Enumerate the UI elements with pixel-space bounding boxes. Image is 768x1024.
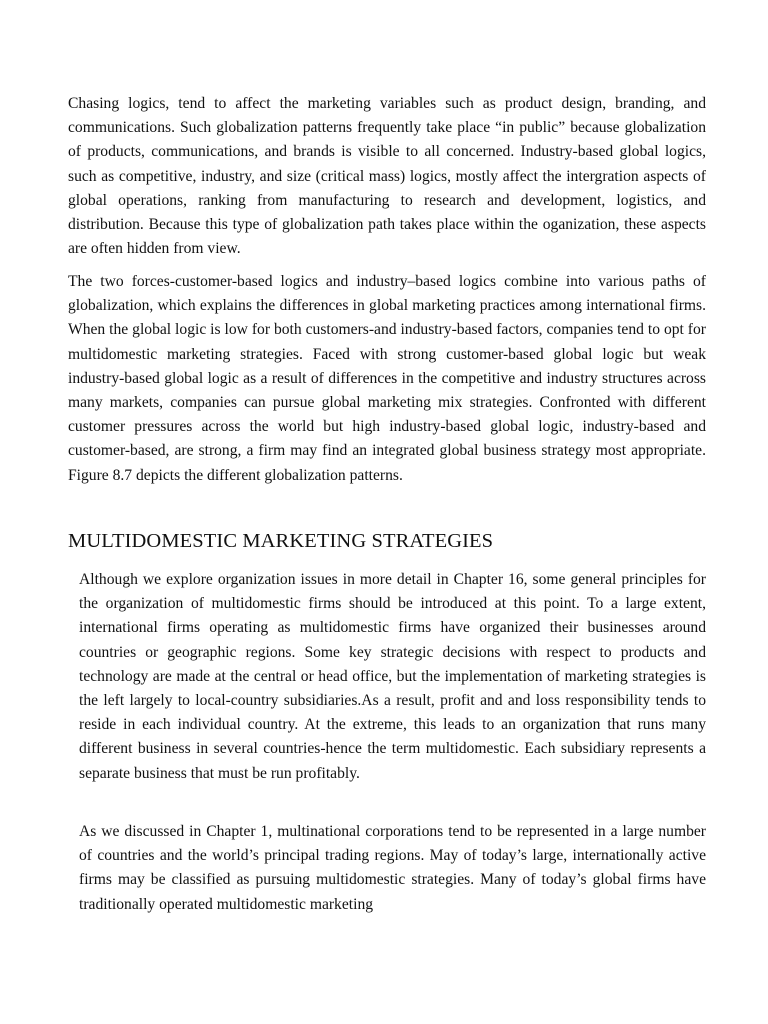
paragraph-multidomestic-organization: Although we explore organization issues in more detail in Chapter 16, some general principles for the organization of multidomestic firms should be introduced at this point. To a large extent, international firms operating as multidomestic firms have organized their businesses around countries or geographic regions. Some key strategic decisions with respect to products and technology are made at the central or head office, but the implementation of marketing strategies is the left largely to local-country subsidiaries.As a result, profit and and loss responsibility tends to reside in each individual country. At the extreme, this leads to an organization that runs many different business in several countries-hence the term multidomestic. Each subsidiary represents a separate business that must be run profitably.: [79, 571, 706, 782]
paragraph-globalization-patterns: Chasing logics, tend to affect the marketing variables such as product design, branding, and communications. Such globalization patterns frequently take place “in public” because globalization of products, communications, and brands is visible to all concerned. Industry-based global logics, such as competitive, industry, and size (critical mass) logics, mostly affect the intergration aspects of global operations, ranking from manufacturing to research and development, logistics, and distribution. Because this type of globalization path takes place within the oganization, these aspects are often hidden from view.: [68, 95, 706, 258]
section-heading: MULTIDOMESTIC MARKETING STRATEGIES: [68, 530, 494, 552]
paragraph-globalization-forces: The two forces-customer-based logics and industry–based logics combine into various paths of globalization, which explains the differences in global marketing practices among international firms. When the global logic is low for both customers-and industry-based factors, companies tend to opt for multidomestic marketing strategies. Faced with strong customer-based global logic but weak industry-based global logic as a result of differences in the competitive and industry structures across many markets, companies can pursue global marketing mix strategies. Confronted with different customer pressures across the world but high industry-based global logic, industry-based and customer-based, are strong, a firm may find an integrated global business strategy most appropriate. Figure 8.7 depicts the different globalization patterns.: [68, 273, 706, 484]
paragraph-multinational-corporations: As we discussed in Chapter 1, multinational corporations tend to be represented in a large number of countries and the world’s principal trading regions. May of today’s large, internationally active firms may be classified as pursuing multidomestic strategies. Many of today’s global firms have traditionally operated multidomestic marketing: [79, 823, 706, 913]
